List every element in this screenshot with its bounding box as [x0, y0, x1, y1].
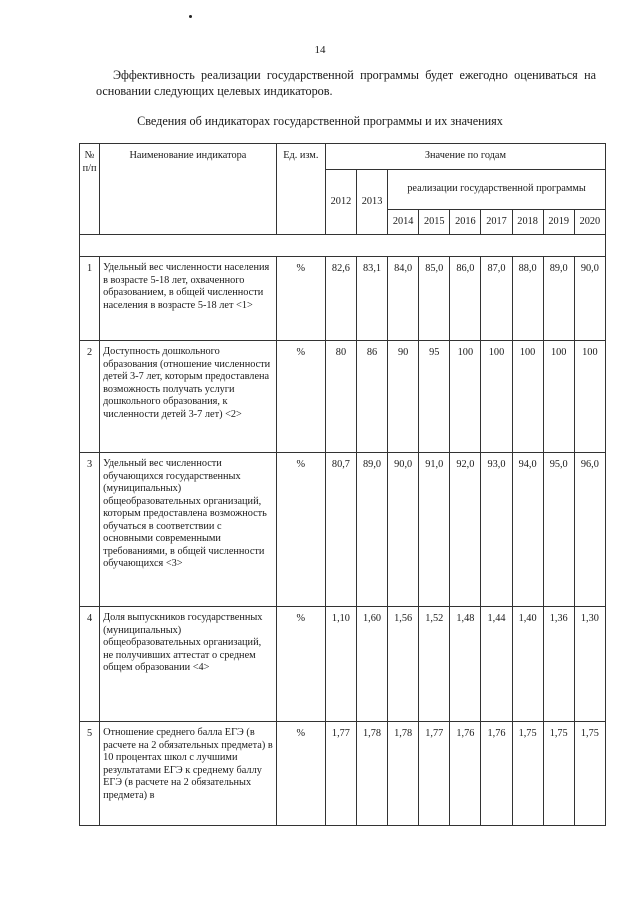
indicator-name: Удельный вес численности обучающихся государственных (муниципальных) общеобразовательных организаций, которым предоставлена возможность обучаться в соответствии с основными современными требованиями, в общей численности обучающихся <3>: [100, 453, 277, 607]
indicator-name: Отношение среднего балла ЕГЭ (в расчете на 2 обязательных предмета) в 10 процентах школ с лучшими результатами ЕГЭ к среднему баллу ЕГЭ (в расчете на 2 обязательных предмета) в: [100, 722, 277, 826]
value-cell: 83,1: [357, 257, 388, 341]
row-number: 2: [80, 341, 100, 453]
header-year: 2014: [388, 210, 419, 235]
value-cell: 100: [450, 341, 481, 453]
value-cell: 80,7: [325, 453, 356, 607]
value-cell: 89,0: [543, 257, 574, 341]
header-year: 2019: [543, 210, 574, 235]
row-number: 1: [80, 257, 100, 341]
header-year: 2016: [450, 210, 481, 235]
value-cell: 1,76: [481, 722, 512, 826]
header-year: 2020: [574, 210, 605, 235]
header-name: Наименование индикатора: [100, 144, 277, 235]
intro-paragraph: Эффективность реализации государственной программы будет ежегодно оцениваться на основании следующих целевых индикаторов.: [96, 68, 596, 98]
row-number: 4: [80, 607, 100, 722]
indicator-unit: %: [276, 341, 325, 453]
header-year: 2013: [357, 170, 388, 235]
spacer-row: [80, 235, 606, 257]
value-cell: 94,0: [512, 453, 543, 607]
value-cell: 1,75: [512, 722, 543, 826]
value-cell: 1,75: [574, 722, 605, 826]
indicator-name: Доступность дошкольного образования (отношение численности детей 3-7 лет, которым предоставлена возможность получать услуги дошкольного образования, к численности детей 3-7 лет) <2>: [100, 341, 277, 453]
value-cell: 88,0: [512, 257, 543, 341]
scan-speck: [189, 15, 192, 18]
header-year: 2015: [419, 210, 450, 235]
value-cell: 84,0: [388, 257, 419, 341]
value-cell: 95: [419, 341, 450, 453]
value-cell: 1,76: [450, 722, 481, 826]
value-cell: 1,77: [325, 722, 356, 826]
table-row: [80, 257, 606, 341]
indicator-unit: %: [276, 722, 325, 826]
value-cell: 85,0: [419, 257, 450, 341]
value-cell: 100: [574, 341, 605, 453]
value-cell: 1,75: [543, 722, 574, 826]
value-cell: 100: [512, 341, 543, 453]
value-cell: 1,56: [388, 607, 419, 722]
value-cell: 1,36: [543, 607, 574, 722]
value-cell: 86,0: [450, 257, 481, 341]
value-cell: 86: [357, 341, 388, 453]
indicator-name: Удельный вес численности населения в возрасте 5-18 лет, охваченного образованием, в общей численности населения в возрасте 5-18 лет <1>: [100, 257, 277, 341]
value-cell: 1,78: [357, 722, 388, 826]
value-cell: 91,0: [419, 453, 450, 607]
value-cell: 96,0: [574, 453, 605, 607]
indicator-unit: %: [276, 453, 325, 607]
indicators-table: [79, 143, 606, 826]
header-values-by-year: Значение по годам: [325, 144, 605, 170]
indicator-unit: %: [276, 607, 325, 722]
value-cell: 80: [325, 341, 356, 453]
table-caption: Сведения об индикаторах государственной программы и их значениях: [137, 114, 503, 128]
table-row: [80, 341, 606, 453]
value-cell: 100: [543, 341, 574, 453]
indicator-name: Доля выпускников государственных (муниципальных) общеобразовательных организаций, не получивших аттестат о среднем общем образовании <4>: [100, 607, 277, 722]
value-cell: 89,0: [357, 453, 388, 607]
page-number: 14: [314, 44, 326, 56]
value-cell: 82,6: [325, 257, 356, 341]
value-cell: 100: [481, 341, 512, 453]
value-cell: 1,77: [419, 722, 450, 826]
value-cell: 93,0: [481, 453, 512, 607]
header-year: 2012: [325, 170, 356, 235]
table-row: [80, 607, 606, 722]
indicator-unit: %: [276, 257, 325, 341]
row-number: 3: [80, 453, 100, 607]
value-cell: 1,30: [574, 607, 605, 722]
value-cell: 1,52: [419, 607, 450, 722]
value-cell: 1,44: [481, 607, 512, 722]
row-number: 5: [80, 722, 100, 826]
value-cell: 1,40: [512, 607, 543, 722]
value-cell: 1,10: [325, 607, 356, 722]
value-cell: 95,0: [543, 453, 574, 607]
value-cell: 1,60: [357, 607, 388, 722]
value-cell: 90: [388, 341, 419, 453]
header-unit: Ед. изм.: [276, 144, 325, 235]
table-row: [80, 722, 606, 826]
table-row: [80, 453, 606, 607]
value-cell: 87,0: [481, 257, 512, 341]
header-program: реализации государственной программы: [388, 170, 606, 210]
header-year: 2018: [512, 210, 543, 235]
value-cell: 90,0: [574, 257, 605, 341]
value-cell: 1,48: [450, 607, 481, 722]
header-number: № п/п: [80, 144, 100, 235]
value-cell: 92,0: [450, 453, 481, 607]
header-year: 2017: [481, 210, 512, 235]
value-cell: 1,78: [388, 722, 419, 826]
value-cell: 90,0: [388, 453, 419, 607]
